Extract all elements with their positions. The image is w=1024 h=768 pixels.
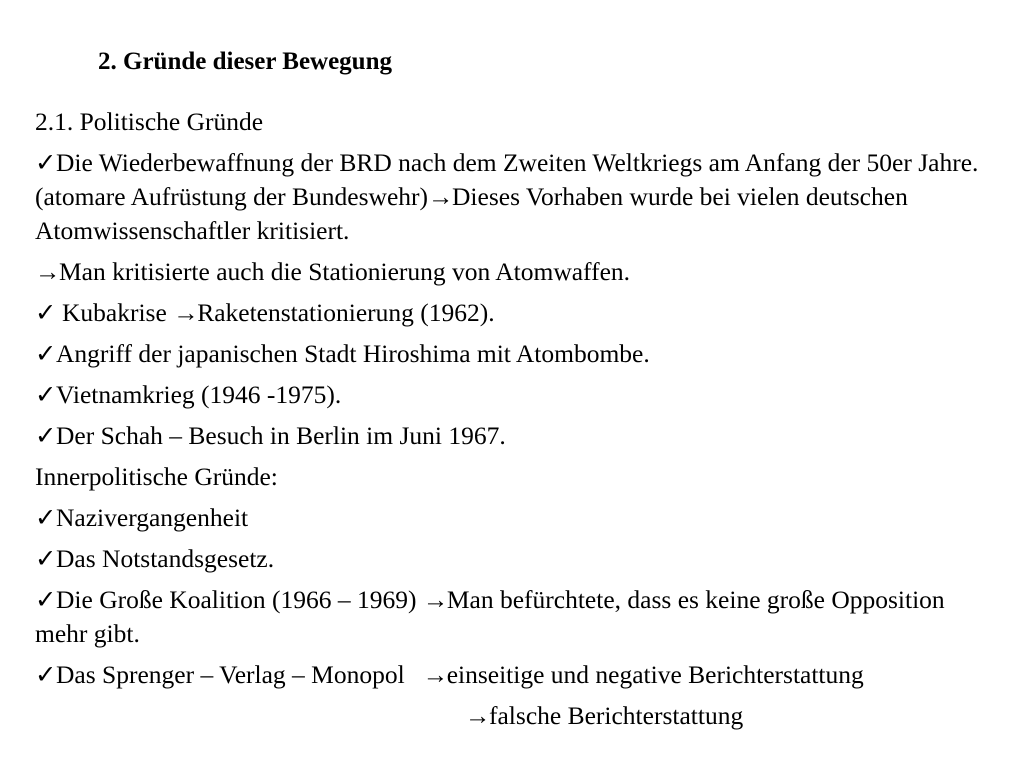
- item-followup: einseitige und negative Berichterstattung: [446, 660, 864, 689]
- arrow-right-icon: →: [422, 660, 449, 689]
- slide-title: 2. Gründe dieser Bewegung: [98, 48, 392, 75]
- arrow-right-icon: →: [35, 257, 61, 286]
- arrow-right-icon: →: [173, 298, 199, 327]
- check-icon: ✓: [35, 544, 57, 573]
- item-followup: Raketenstationierung (1962).: [197, 298, 495, 327]
- arrow-right-icon: →: [428, 182, 454, 211]
- slide-content: [35, 105, 995, 740]
- list-item-koalition: [35, 583, 995, 651]
- section-heading: 2.1. Politische Gründe: [35, 107, 264, 136]
- item-text: Das Sprenger – Verlag – Monopol: [56, 660, 405, 689]
- innerpolitical-heading: Innerpolitische Gründe:: [35, 462, 278, 491]
- item-text: Das Notstandsgesetz.: [56, 544, 275, 573]
- item-followup: falsche Berichterstattung: [489, 701, 744, 730]
- list-item-springer-continuation: [35, 699, 995, 733]
- item-text: Angriff der japanischen Stadt Hiroshima mit Atombombe.: [56, 339, 650, 368]
- check-icon: ✓: [35, 421, 57, 450]
- list-item-stationierung: [35, 255, 995, 289]
- list-item-notstand: [35, 542, 995, 576]
- item-text: Der Schah – Besuch in Berlin im Juni 1967.: [56, 421, 506, 450]
- check-icon: ✓: [35, 585, 57, 614]
- arrow-right-icon: →: [465, 701, 491, 730]
- list-item-wiederbewaffnung: [35, 146, 995, 248]
- item-followup: Man befürchtete, dass es keine große Opposition mehr gibt.: [35, 585, 945, 648]
- list-item-schah: [35, 419, 995, 453]
- list-item-springer: [35, 658, 995, 692]
- check-icon: ✓: [35, 503, 57, 532]
- arrow-right-icon: →: [422, 585, 449, 614]
- item-followup: Dieses Vorhaben wurde bei vielen deutschen Atomwissenschaftler kritisiert.: [35, 182, 908, 245]
- item-text: Die Große Koalition (1966 – 1969): [56, 585, 417, 614]
- list-item-hiroshima: [35, 337, 995, 371]
- check-icon: ✓: [35, 148, 57, 177]
- list-item-kubakrise: [35, 296, 995, 330]
- check-icon: ✓: [35, 380, 57, 409]
- check-icon: ✓: [35, 660, 57, 689]
- item-text: Die Wiederbewaffnung der BRD nach dem Zweiten Weltkriegs am Anfang der 50er Jahre. (atomare Aufrüstung der Bundeswehr): [35, 148, 979, 211]
- list-item-nazi: [35, 501, 995, 535]
- item-text: Nazivergangenheit: [56, 503, 249, 532]
- item-text: Vietnamkrieg (1946 -1975).: [56, 380, 342, 409]
- item-text: Man kritisierte auch die Stationierung von Atomwaffen.: [59, 257, 631, 286]
- check-icon: ✓: [35, 298, 57, 327]
- list-item-vietnam: [35, 378, 995, 412]
- item-text: Kubakrise: [62, 298, 167, 327]
- check-icon: ✓: [35, 339, 57, 368]
